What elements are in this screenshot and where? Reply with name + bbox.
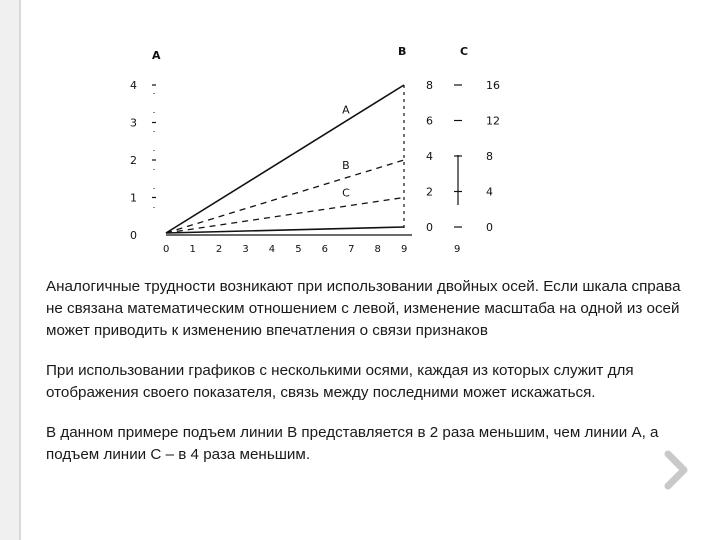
axis-b-tick-label: 4	[426, 150, 433, 163]
axis-b-tick-label: 0	[426, 221, 433, 234]
axis-a-title: A	[152, 49, 161, 62]
x-tick-label: 2	[215, 244, 223, 255]
series-c-label: C	[342, 186, 350, 200]
x-tick-label: 6	[321, 244, 329, 255]
axis-b-tick-label: 2	[426, 185, 433, 199]
left-accent-bar	[0, 0, 19, 540]
axis-c-tick-label: 0	[486, 221, 493, 234]
paragraph-3: В данном примере подъем линии B представляется в 2 раза меньшим, чем линии A, а подъем линии C – в 4 раза меньшим.	[46, 424, 659, 463]
x-tick-label: 1	[189, 244, 196, 255]
axis-c-tick-label: 8	[486, 150, 493, 163]
x-tick-label: 0	[163, 244, 170, 255]
axis-b-tick-label: 8	[426, 79, 433, 92]
chevron-right-icon[interactable]	[662, 450, 690, 490]
axis-c-tick-label: 12	[486, 114, 500, 128]
axis-c-tick-label: 4	[486, 185, 493, 199]
axis-a-tick-label: 0	[130, 229, 137, 242]
axis-a-tick-label: 4	[130, 79, 137, 92]
x-tick-label: 3	[242, 244, 249, 255]
left-accent-divider	[19, 0, 21, 540]
axis-c-break-label: 9	[454, 244, 461, 255]
x-tick-label: 5	[295, 244, 302, 255]
series-a-line	[166, 85, 404, 233]
axis-a-tick-label: 3	[130, 116, 137, 130]
paragraph-1: Аналогичные трудности возникают при использовании двойных осей. Если шкала справа не связана математическим отношением с левой, изменение масштаба на одной из осей может приводить к изменению впечатления о связи признаков	[46, 278, 681, 339]
axis-b-title: B	[398, 45, 407, 58]
paragraph-2: При использовании графиков с несколькими осями, каждая из которых служит для отображения своего показателя, связь между последними может искажаться.	[46, 362, 634, 401]
x-tick-label: 8	[374, 244, 381, 255]
series-b-line	[166, 160, 404, 233]
slide-body	[46, 276, 686, 484]
series-a-label: A	[342, 103, 350, 117]
series-b-label: B	[342, 158, 350, 172]
axis-a-tick-label: 1	[130, 191, 137, 205]
axis-b-tick-label: 6	[426, 114, 433, 128]
axis-c-title: C	[460, 45, 469, 58]
chart-svg	[120, 40, 520, 260]
x-tick-label: 4	[268, 244, 276, 255]
axis-a-tick-label: 2	[130, 154, 137, 167]
x-tick-label: 9	[401, 244, 408, 255]
x-tick-label: 7	[348, 244, 355, 255]
chart-figure	[120, 40, 520, 260]
axis-c-tick-label: 16	[486, 79, 500, 92]
